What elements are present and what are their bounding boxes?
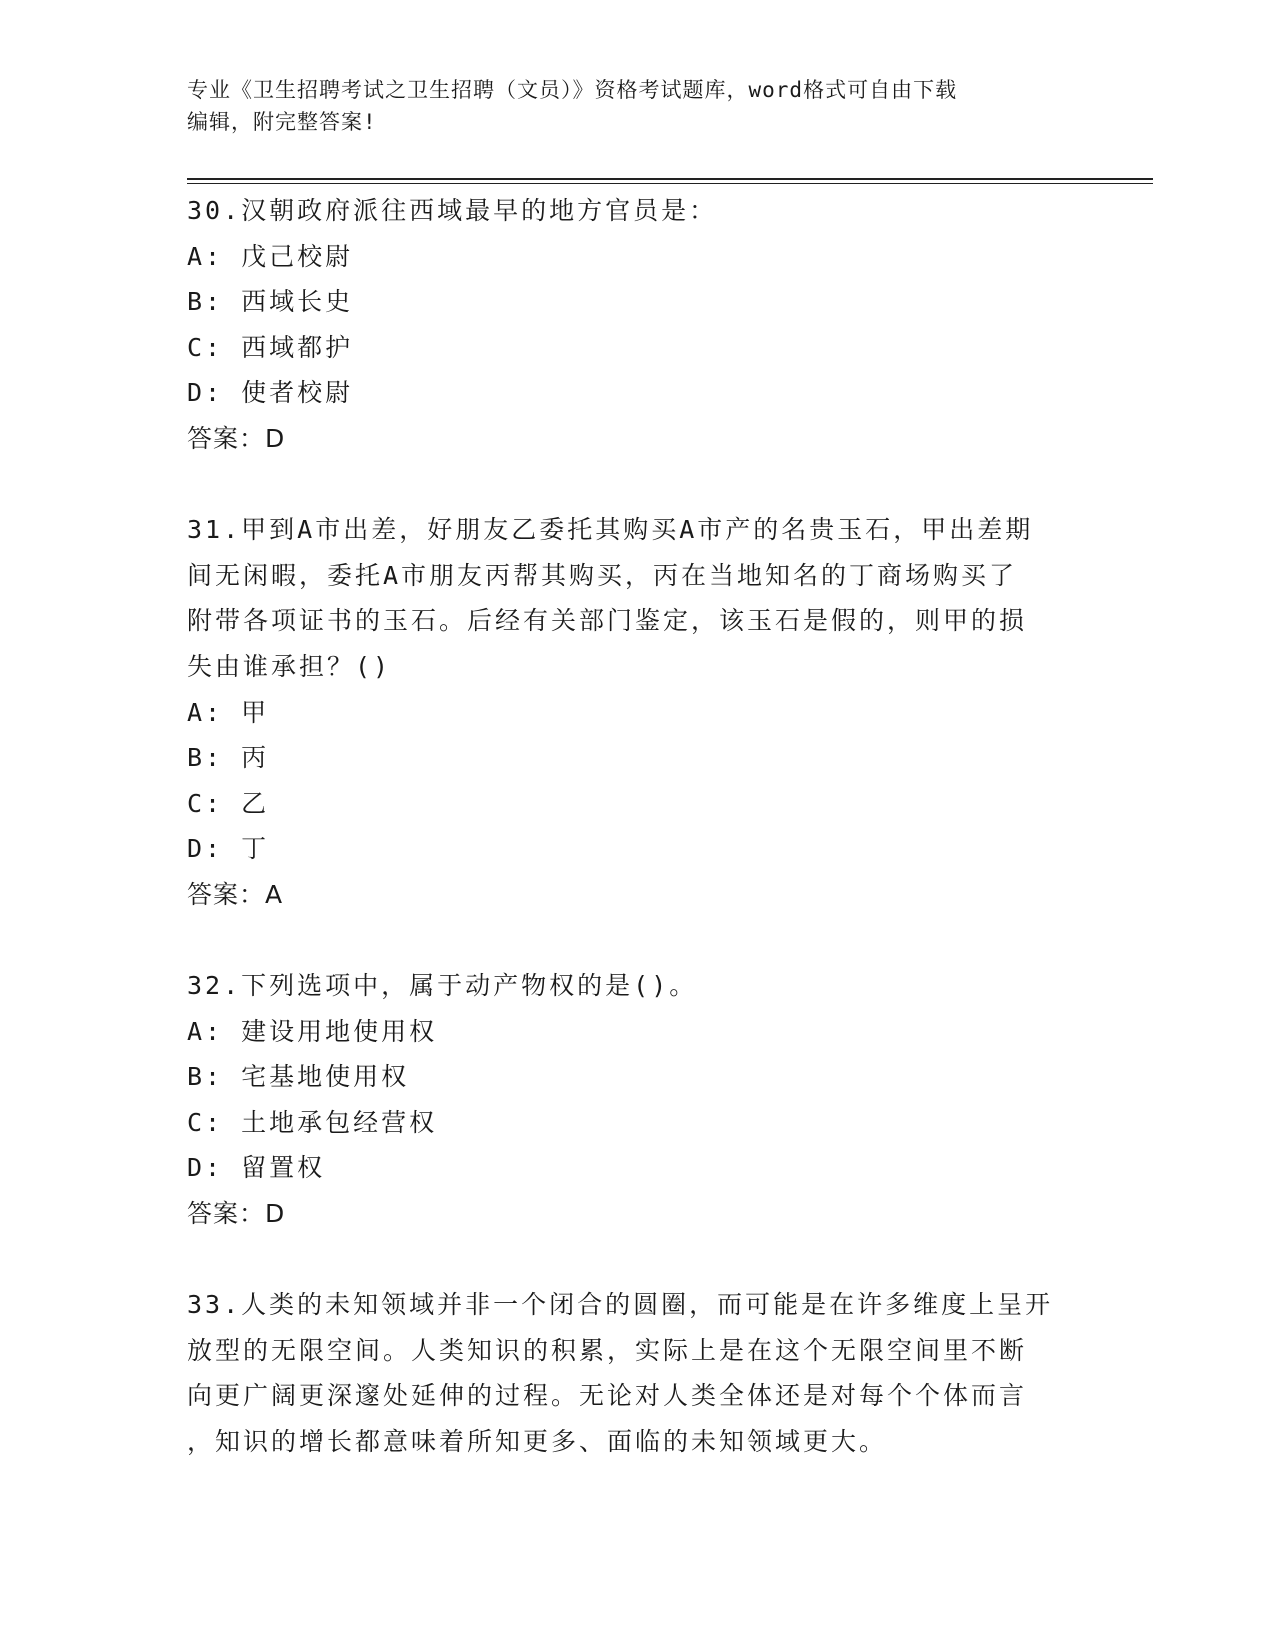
- header-line-1: 专业《卫生招聘考试之卫生招聘（文员）》资格考试题库，word格式可自由下载: [187, 78, 958, 102]
- question-spacer: [187, 1237, 1087, 1283]
- answer-line: 答案：D: [187, 1199, 286, 1229]
- header-line-2: 编辑，附完整答案!: [187, 110, 377, 134]
- question-text: 间无闲暇，委托A市朋友丙帮其购买，丙在当地知名的丁商场购买了: [187, 560, 1018, 590]
- answer-line: 答案：D: [187, 423, 286, 453]
- option-c: C: 西域都护: [187, 332, 354, 362]
- answer-line: 答案：A: [187, 879, 284, 909]
- question-text: 33.人类的未知领域并非一个闭合的圆圈，而可能是在许多维度上呈开: [187, 1290, 1054, 1320]
- option-c: C: 土地承包经营权: [187, 1107, 438, 1137]
- question-spacer: [187, 918, 1087, 964]
- question-text: 30.汉朝政府派往西域最早的地方官员是：: [187, 196, 718, 225]
- question-text: ，知识的增长都意味着所知更多、面临的未知领域更大。: [187, 1427, 888, 1457]
- option-d: D: 丁: [187, 834, 270, 864]
- option-c: C: 乙: [187, 788, 270, 818]
- option-d: D: 留置权: [187, 1153, 326, 1183]
- document-header: [187, 74, 1087, 138]
- option-a: A: 甲: [187, 697, 270, 727]
- option-b: B: 西域长史: [187, 287, 354, 317]
- question-list: [187, 188, 1087, 1465]
- option-a: A: 建设用地使用权: [187, 1016, 438, 1046]
- option-b: B: 丙: [187, 743, 270, 773]
- question-text: 附带各项证书的玉石。后经有关部门鉴定，该玉石是假的，则甲的损: [187, 606, 1028, 636]
- question-spacer: [187, 462, 1087, 508]
- question-text: 失由谁承担？(): [187, 651, 392, 681]
- question-32: [187, 963, 1087, 1237]
- option-b: B: 宅基地使用权: [187, 1062, 410, 1092]
- question-33: [187, 1282, 1087, 1464]
- question-text: 放型的无限空间。人类知识的积累，实际上是在这个无限空间里不断: [187, 1335, 1028, 1365]
- option-a: A: 戊己校尉: [187, 241, 354, 271]
- question-text: 31.甲到A市出差，好朋友乙委托其购买A市产的名贵玉石，甲出差期: [187, 515, 1034, 545]
- header-divider: [187, 178, 1153, 184]
- option-d: D: 使者校尉: [187, 378, 354, 408]
- question-text: 32.下列选项中，属于动产物权的是()。: [187, 971, 698, 1001]
- question-30: [187, 188, 1087, 462]
- question-31: [187, 507, 1087, 917]
- question-text: 向更广阔更深邃处延伸的过程。无论对人类全体还是对每个个体而言: [187, 1381, 1028, 1411]
